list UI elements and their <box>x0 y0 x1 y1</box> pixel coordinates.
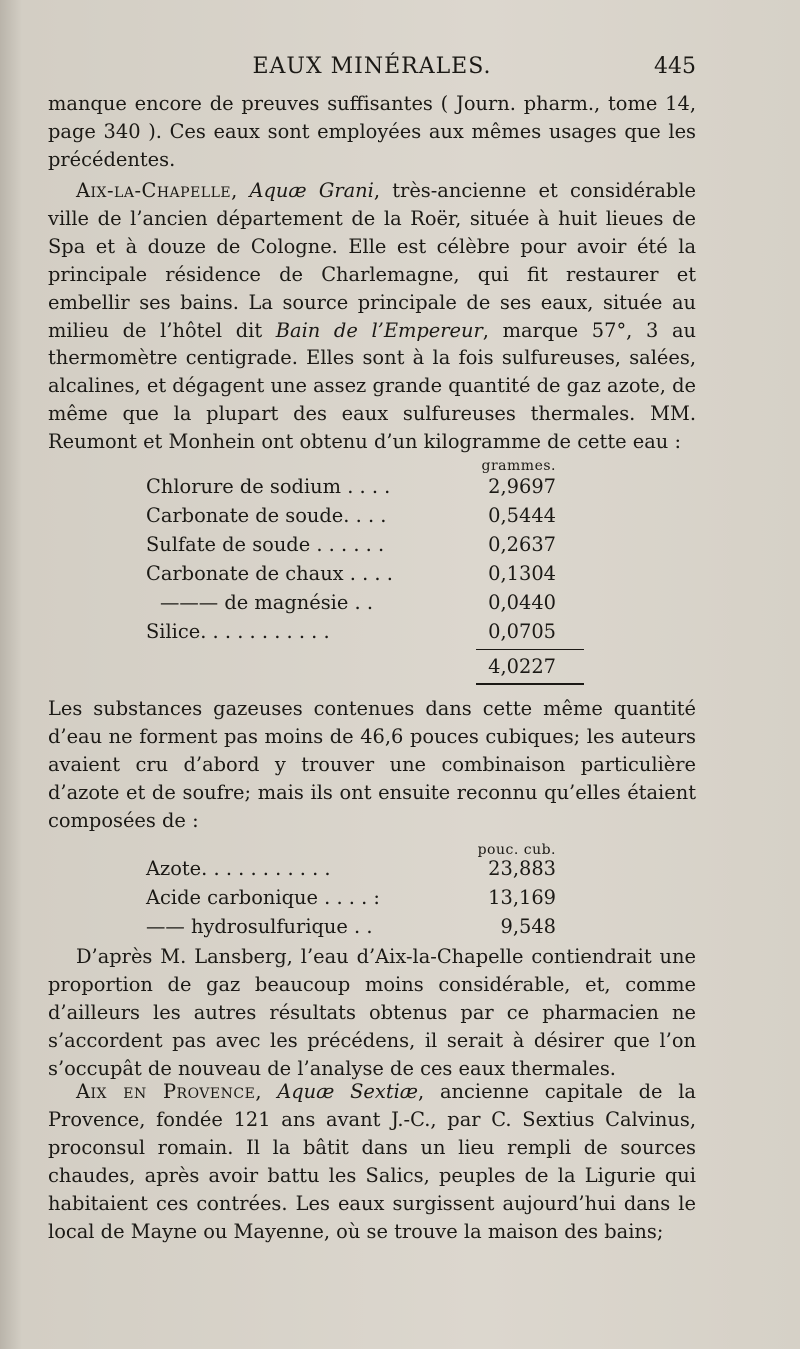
table-row <box>146 855 576 883</box>
row-label: Chlorure de sodium . . . . <box>146 475 391 498</box>
aix-la-chapelle-paragraph: Aix-la-Chapelle, Aquæ Grani, très-ancienne et considérable ville de l’ancien département de la Roër, située à huit lieues de Spa et à douze de Cologne. Elle est célèbre pour avoir été la principale résidence de Charlemagne, qui fit restaurer et embellir ses bains. La source principale de ses eaux, située au milieu de l’hôtel dit Bain de l’Empereur, marque 57°, 3 au thermomètre centigrade. Elles sont à la fois sulfureuses, salées, alcalines, et dégagent une assez grande quantité de gaz azote, de même que la plupart des eaux sulfureuses thermales. MM. Reumont et Monhein ont obtenu d’un kilogramme de cette eau : <box>48 179 697 454</box>
entry-name: Aix-la-Chapelle <box>76 179 232 202</box>
bath-name: Bain de l’Empereur <box>275 318 483 342</box>
table-row <box>146 913 576 941</box>
row-value: 2,9697 <box>488 475 556 498</box>
unit-label: grammes. <box>481 458 556 474</box>
row-label: ——— de magnésie . . <box>160 591 373 614</box>
table-row <box>146 531 576 559</box>
row-label: Silice. . . . . . . . . . . <box>146 620 330 643</box>
row-label: Acide carbonique . . . . : <box>146 886 380 909</box>
row-label: Carbonate de soude. . . . <box>146 504 387 527</box>
table-row <box>146 560 576 588</box>
latin-name: Aquæ Grani <box>249 179 374 202</box>
running-title: EAUX MINÉRALES. <box>252 54 492 79</box>
row-label: —— hydrosulfurique . . <box>146 915 373 938</box>
row-value: 0,0440 <box>488 591 556 614</box>
page-number: 445 <box>654 54 696 79</box>
row-value: 0,1304 <box>488 562 556 585</box>
row-value: 13,169 <box>488 886 556 909</box>
entry-text: , très-ancienne et considérable ville de l’ancien département de la Roër, située à huit lieues de Spa et à douze de Cologne. Elle est célèbre pour avoir été la principale résidence de Charlemagne, qui fit restaurer et embellir ses bains. La source principale de ses eaux, située au milieu de l’hôtel dit <box>48 179 697 342</box>
latin-name: Aquæ Sextiæ <box>277 1080 419 1103</box>
sum-rule <box>476 649 584 650</box>
row-value: 0,2637 <box>488 533 556 556</box>
row-label: Carbonate de chaux . . . . <box>146 562 393 585</box>
table-row <box>146 502 576 530</box>
row-value: 0,5444 <box>488 504 556 527</box>
table-row <box>146 473 576 501</box>
lansberg-paragraph: D’après M. Lansberg, l’eau d’Aix-la-Chapelle contiendrait une proportion de gaz beaucoup moins considérable, et, comme d’ailleurs les autres résultats obtenus par ce pharmacien ne s’accordent pas avec les précédens, il serait à désirer que l’on s’occupât de nouveau de l’analyse de ces eaux thermales. <box>48 945 696 1080</box>
table-row <box>146 618 576 646</box>
table-row <box>146 884 576 912</box>
total-value: 4,0227 <box>488 655 556 678</box>
gas-paragraph: Les substances gazeuses contenues dans cette même quantité d’eau ne forment pas moins de 46,6 pouces cubiques; les auteurs avaient cru d’abord y trouver une combinaison particulière d’azote et de soufre; mais ils ont ensuite reconnu qu’elles étaient composées de : <box>48 697 696 832</box>
total-row <box>146 653 576 681</box>
entry-name: Aix en Provence <box>76 1080 256 1103</box>
row-value: 0,0705 <box>488 620 556 643</box>
page-header <box>48 54 696 86</box>
entry-text: , ancienne capitale de la Provence, fondée 121 ans avant J.-C., par C. Sextius Calvinus, proconsul romain. Il la bâtit dans un lieu rempli de sources chaudes, après avoir battu les Salics, peuples de la Ligurie qui habitaient ces contrées. Les eaux surgissent aujourd’hui dans le local de Mayne ou Mayenne, où se trouve la maison des bains; <box>48 1080 696 1243</box>
row-label: Azote. . . . . . . . . . . <box>146 857 331 880</box>
row-label: Sulfate de soude . . . . . . <box>146 533 385 556</box>
row-value: 23,883 <box>488 857 556 880</box>
total-rule <box>476 683 584 685</box>
aix-en-provence-paragraph: Aix en Provence, Aquæ Sextiæ, ancienne capitale de la Provence, fondée 121 ans avant J.-C., par C. Sextius Calvinus, proconsul romain. Il la bâtit dans un lieu rempli de sources chaudes, après avoir battu les Salics, peuples de la Ligurie qui habitaient ces contrées. Les eaux surgissent aujourd’hui dans le local de Mayne ou Mayenne, où se trouve la maison des bains; <box>48 1080 696 1243</box>
table-row <box>146 589 576 617</box>
intro-paragraph: manque encore de preuves suffisantes ( Journ. pharm., tome 14, page 340 ). Ces eaux sont employées aux mêmes usages que les précédentes. <box>48 92 696 171</box>
row-value: 9,548 <box>500 915 556 938</box>
unit-label: pouc. cub. <box>477 842 556 858</box>
entry-text-cont: , marque 57°, 3 au thermomètre centigrade. Elles sont à la fois sulfureuses, salées, alcalines, et dégagent une assez grande quantité de gaz azote, de même que la plupart des eaux sulfureuses thermales. MM. Reumont et Monhein ont obtenu d’un kilogramme de cette eau : <box>48 318 696 454</box>
